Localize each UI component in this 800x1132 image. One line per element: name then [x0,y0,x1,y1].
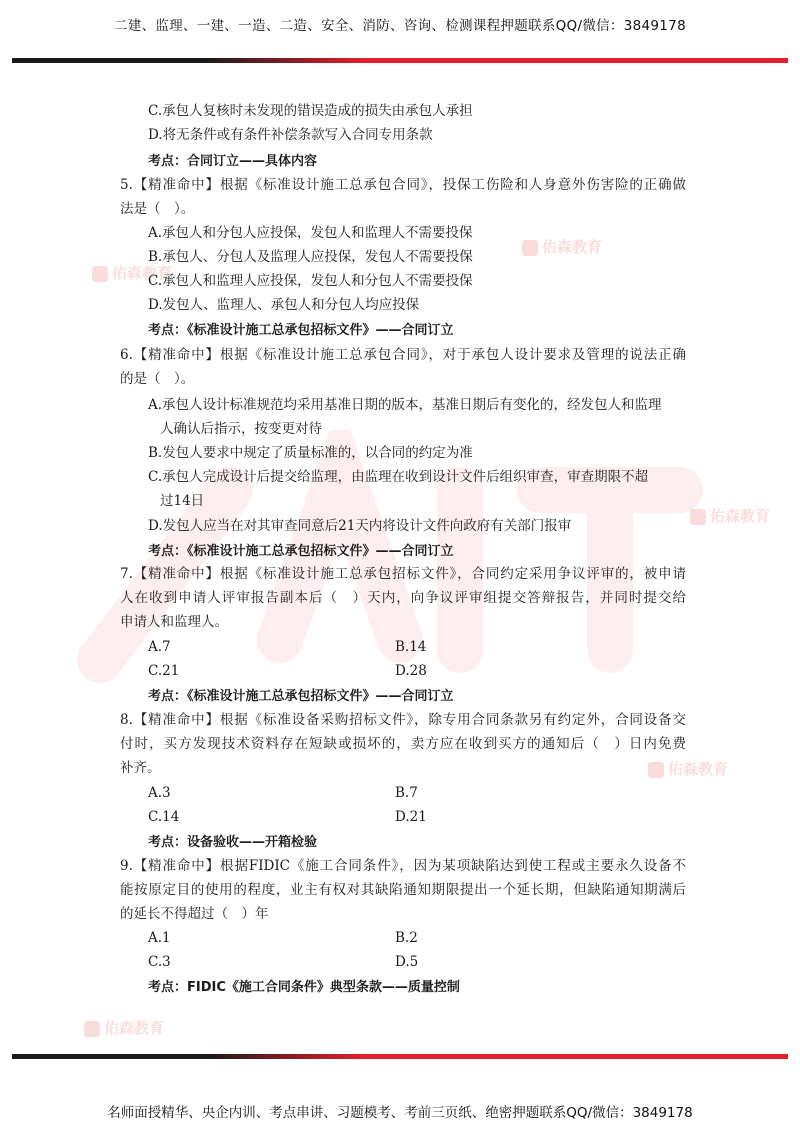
question-5-line-1: 5.【精准命中】根据《标准设计施工总承包合同》，投保工伤险和人身意外伤害险的正确做 [120,177,686,193]
exam-point: 考点：《标准设计施工总承包招标文件》——合同订立 [148,323,454,338]
exam-point: 考点：合同订立——具体内容 [148,154,318,169]
option-b: B.承包人、分包人及监理人应投保，发包人不需要投保 [148,249,473,265]
exam-point: 考点：FIDIC《施工合同条件》典型条款——质量控制 [148,980,460,995]
watermark-logo: 佑森教育 [690,505,770,526]
option-b: B.2 [395,930,418,946]
watermark-logo: 佑森教育 [522,236,602,257]
watermark-logo: 佑森教育 [92,262,172,283]
question-7-line-1: 7.【精准命中】根据《标准设计施工总承包招标文件》，合同约定采用争议评审的，被申请 [120,566,686,582]
option-a: A.承包人设计标准规范均采用基准日期的版本，基准日期后有变化的，经发包人和监理 [148,397,662,413]
question-8-line-1: 8.【精准命中】根据《标准设备采购招标文件》，除专用合同条款另有约定外，合同设备交 [120,712,686,728]
question-6-line-2: 的是（ ）。 [120,371,195,387]
option-c: C.承包人复核时未发现的错误造成的损失由承包人承担 [148,103,473,119]
question-8-line-2: 付时，买方发现技术资料存在短缺或损坏的，卖方应在收到买方的通知后（ ）日内免费 [120,736,686,752]
option-a: A.3 [148,785,171,801]
option-a: A.1 [148,930,171,946]
question-9-line-3: 的延长不得超过（ ）年 [120,906,269,922]
option-c: C.14 [148,809,180,825]
option-b: B.14 [395,639,427,655]
option-d: D.21 [395,809,427,825]
option-d: D.5 [395,954,419,970]
question-9-line-2: 能按原定目的使用的程度，业主有权对其缺陷通知期限提出一个延长期，但缺陷通知期满后 [120,882,686,898]
option-d: D.将无条件或有条件补偿条款写入合同专用条款 [148,127,433,143]
option-b: B.发包人要求中规定了质量标准的，以合同的约定为准 [148,445,473,461]
exam-point: 考点：《标准设计施工总承包招标文件》——合同订立 [148,689,454,704]
option-d: D.发包人应当在对其审查同意后21天内将设计文件向政府有关部门报审 [148,518,572,534]
page-footer: 名师面授精华、央企内训、考点串讲、习题模考、考前三页纸、绝密押题联系QQ/微信：3849178 [107,1105,693,1121]
option-c: C.承包人完成设计后提交给监理，由监理在收到设计文件后组织审查，审查期限不超 [148,469,649,485]
option-c-continued: 过14日 [160,493,205,509]
option-a-continued: 人确认后指示，按变更对待 [160,421,322,437]
option-c: C.21 [148,663,180,679]
option-b: B.7 [395,785,418,801]
option-d: D.28 [395,663,427,679]
question-6-line-1: 6.【精准命中】根据《标准设计施工总承包合同》，对于承包人设计要求及管理的说法正确 [120,347,686,363]
page-header: 二建、监理、一建、一造、二造、安全、消防、咨询、检测课程押题联系QQ/微信：3849178 [114,18,686,34]
watermark-logo: 佑森教育 [648,758,728,779]
option-a: A.承包人和分包人应投保，发包人和监理人不需要投保 [148,225,473,241]
question-7-line-2: 人在收到申请人评审报告副本后（ ）天内，向争议评审组提交答辩报告，并同时提交给 [120,590,686,606]
question-5-line-2: 法是（ ）。 [120,201,195,217]
exam-point: 考点：《标准设计施工总承包招标文件》——合同订立 [148,544,454,559]
option-d: D.发包人、监理人、承包人和分包人均应投保 [148,297,420,313]
header-divider [12,58,788,63]
watermark-logo: 佑森教育 [84,1017,164,1038]
question-8-line-3: 补齐。 [120,760,161,776]
exam-point: 考点：设备验收——开箱检验 [148,835,318,850]
option-c: C.承包人和监理人应投保，发包人和分包人不需要投保 [148,273,473,289]
question-7-line-3: 申请人和监理人。 [120,614,228,630]
footer-divider [12,1054,788,1059]
option-a: A.7 [148,639,171,655]
question-9-line-1: 9.【精准命中】根据FIDIC《施工合同条件》，因为某项缺陷达到使工程或主要永久设备不 [120,858,686,874]
option-c: C.3 [148,954,171,970]
